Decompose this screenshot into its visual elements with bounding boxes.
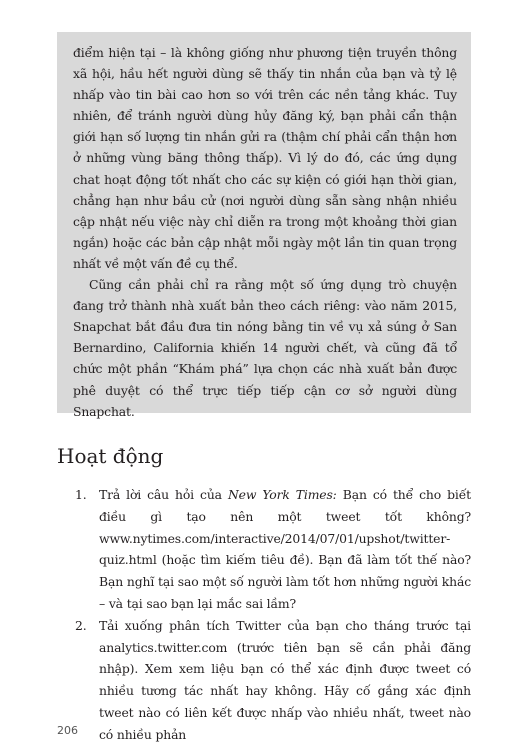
item-text: Trả lời câu hỏi của bbox=[99, 487, 228, 502]
sidebar-box bbox=[57, 32, 471, 419]
item-text: Bạn có thể cho biết điều gì tạo nên một tweet tốt không? www.nytimes.com/interactive/2014/07/01/upshot/twitter-quiz.html (hoặc tìm kiếm tiêu đề). Bạn đã làm tốt thế nào? Bạn nghĩ tại sao một số người làm tốt hơn những người khác – và tại sao bạn lại mắc sai lầm? bbox=[99, 487, 472, 611]
item-text: Tải xuống phân tích Twitter của bạn cho tháng trước tại analytics.twitter.com (trước tiên bạn sẽ cần phải đăng nhập). Xem xem liệu bạn có thể xác định được tweet có nhiều tương tác nhất hay không. Hãy cố gắng xác định tweet nào có liên kết được nhấp vào nhiều nhất, tweet nào có nhiều phản bbox=[99, 617, 471, 742]
activity-item bbox=[75, 484, 471, 615]
activity-list bbox=[75, 484, 471, 746]
sidebar-paragraph: điểm hiện tại – là không giống như phương tiện truyền thông xã hội, hầu hết người dùng sẽ thấy tin nhắn của bạn và tỷ lệ nhấp vào tin bài cao hơn so với trên các nền tảng khác. Tuy nhiên, để tránh người dùng hủy đăng ký, bạn phải cẩn thận giới hạn số lượng tin nhắn gửi ra (thậm chí phải cẩn thận hơn ở những vùng băng thông thấp). Vì lý do đó, các ứng dụng chat hoạt động tốt nhất cho các sự kiện có giới hạn thời gian, chẳng hạn như bầu cử (nơi người dùng sẵn sàng nhận nhiều cập nhật nếu việc này chỉ diễn ra trong một khoảng thời gian ngắn) hoặc các bản cập nhật mỗi ngày một lần tin quan trọng nhất về một vấn đề cụ thể. bbox=[73, 45, 457, 271]
page-number: 206 bbox=[57, 724, 78, 737]
sidebar-paragraph: Cũng cần phải chỉ ra rằng một số ứng dụng trò chuyện đang trở thành nhà xuất bản theo cách riêng: vào năm 2015, Snapchat bắt đầu đưa tin nóng bằng tin về vụ xả súng ở San Bernardino, California khiến 14 người chết, và cũng đã tổ chức một phần “Khám phá” lựa chọn các nhà xuất bản được phê duyệt có thể trực tiếp tiếp cận cơ sở người dùng Snapchat. bbox=[73, 277, 457, 419]
section-heading: Hoạt động bbox=[57, 444, 164, 468]
item-italic-title: New York Times: bbox=[227, 487, 337, 502]
item-number: 1. bbox=[75, 487, 87, 502]
activity-item bbox=[75, 615, 471, 746]
item-number: 2. bbox=[75, 617, 87, 633]
